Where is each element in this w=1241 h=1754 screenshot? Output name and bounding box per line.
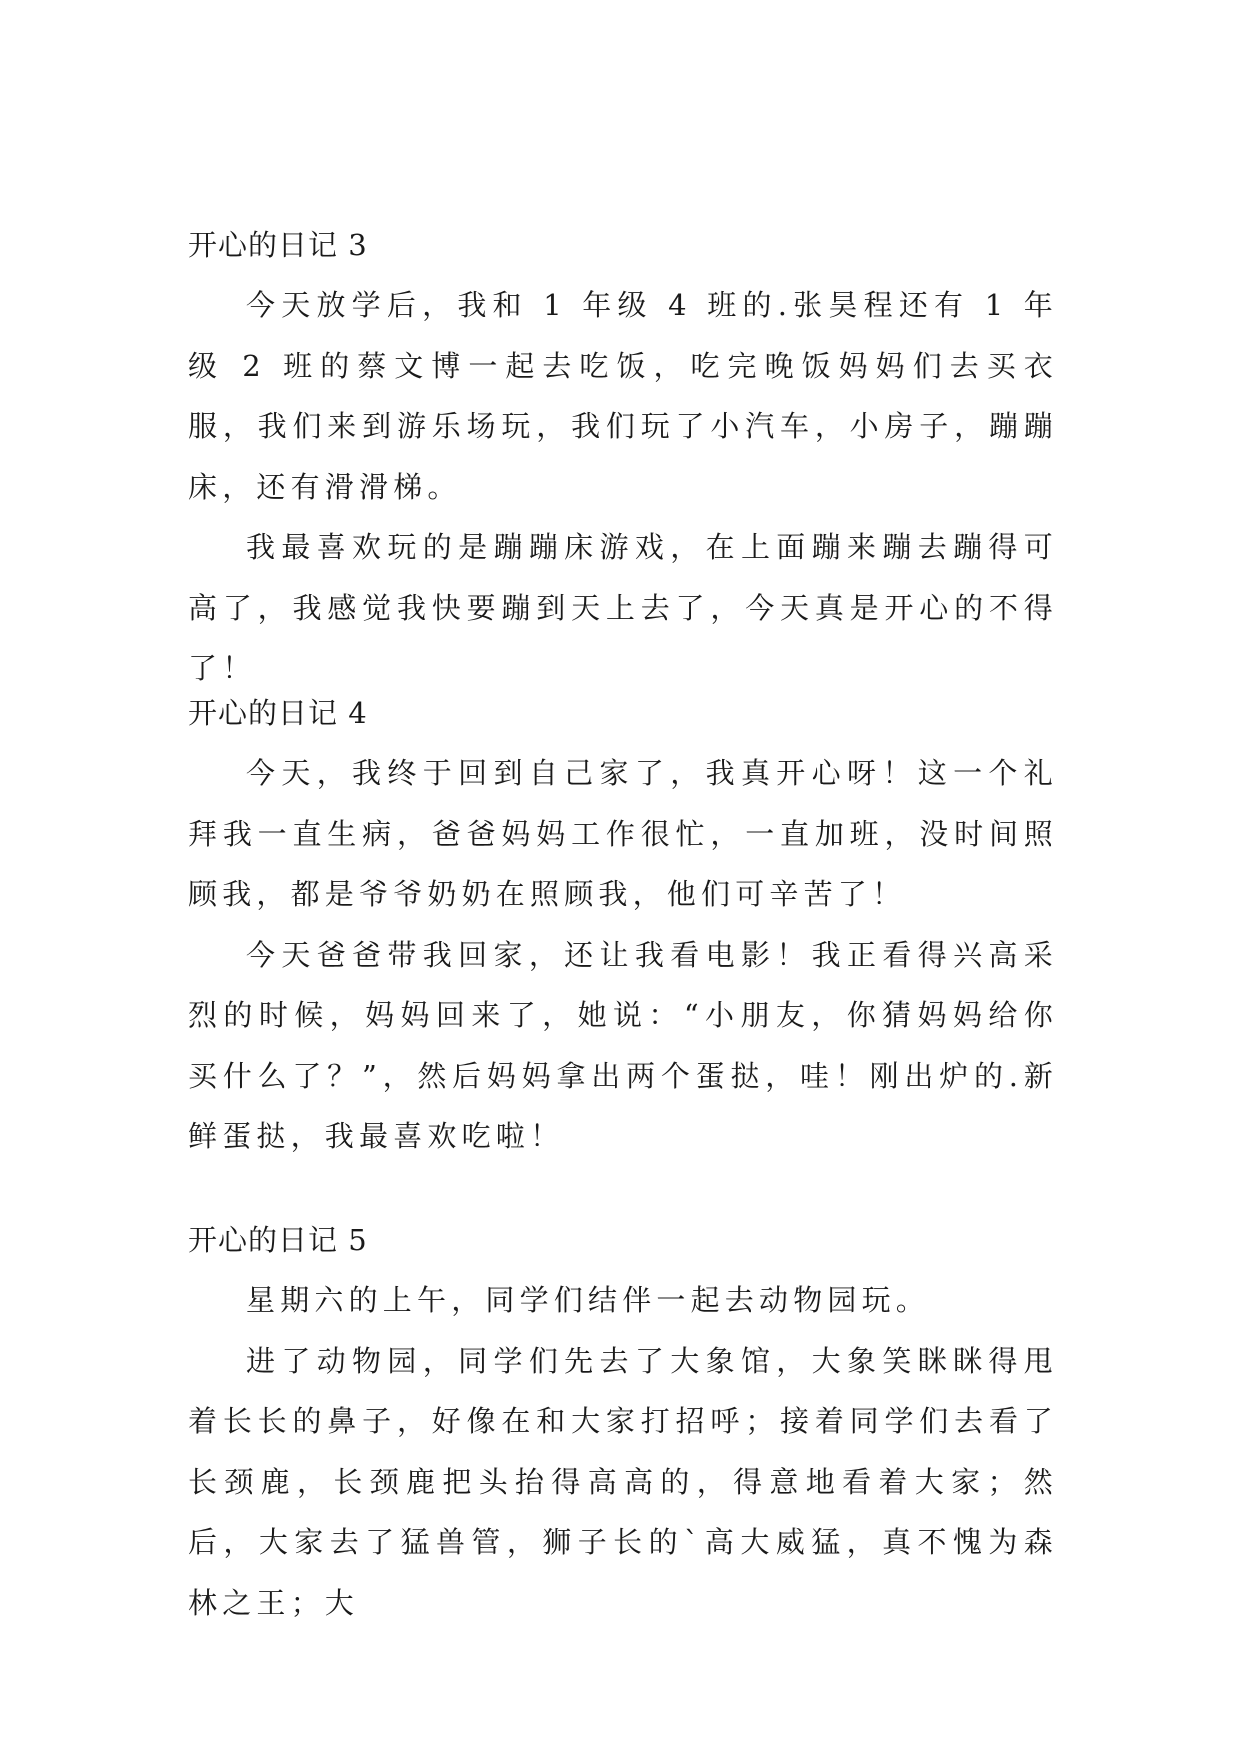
paragraph: 进了动物园，同学们先去了大象馆，大象笑眯眯得甩着长长的鼻子，好像在和大家打招呼；接着同学们去看了长颈鹿，长颈鹿把头抬得高高的，得意地看着大家；然后，大家去了猛兽管，狮子长的`高大威猛，真不愧为森林之王；大: [188, 1343, 1058, 1620]
paragraph: 今天放学后，我和 1 年级 4 班的.张昊程还有 1 年级 2 班的蔡文博一起去吃饭，吃完晚饭妈妈们去买衣服，我们来到游乐场玩，我们玩了小汽车，小房子，蹦蹦床，还有滑滑梯。: [188, 288, 1058, 504]
diary-entry-5: [188, 1210, 1058, 1633]
paragraph: 今天，我终于回到自己家了，我真开心呀！这一个礼拜我一直生病，爸爸妈妈工作很忙，一直加班，没时间照顾我，都是爷爷奶奶在照顾我，他们可辛苦了！: [188, 756, 1058, 911]
diary-entry-4: [188, 683, 1058, 1167]
paragraph: 星期六的上午，同学们结伴一起去动物园玩。: [246, 1283, 931, 1317]
paragraph: 今天爸爸带我回家，还让我看电影！我正看得兴高采烈的时候，妈妈回来了，她说：“小朋友，你猜妈妈给你买什么了？”，然后妈妈拿出两个蛋挞，哇！刚出炉的.新鲜蛋挞，我最喜欢吃啦！: [188, 937, 1058, 1153]
entry-title: 开心的日记 5: [188, 1223, 368, 1257]
entry-title: 开心的日记 3: [188, 228, 368, 262]
paragraph: 我最喜欢玩的是蹦蹦床游戏，在上面蹦来蹦去蹦得可高了，我感觉我快要蹦到天上去了，今天真是开心的不得了！: [188, 530, 1058, 685]
diary-entry-3: [188, 215, 1058, 699]
entry-title: 开心的日记 4: [188, 696, 368, 730]
